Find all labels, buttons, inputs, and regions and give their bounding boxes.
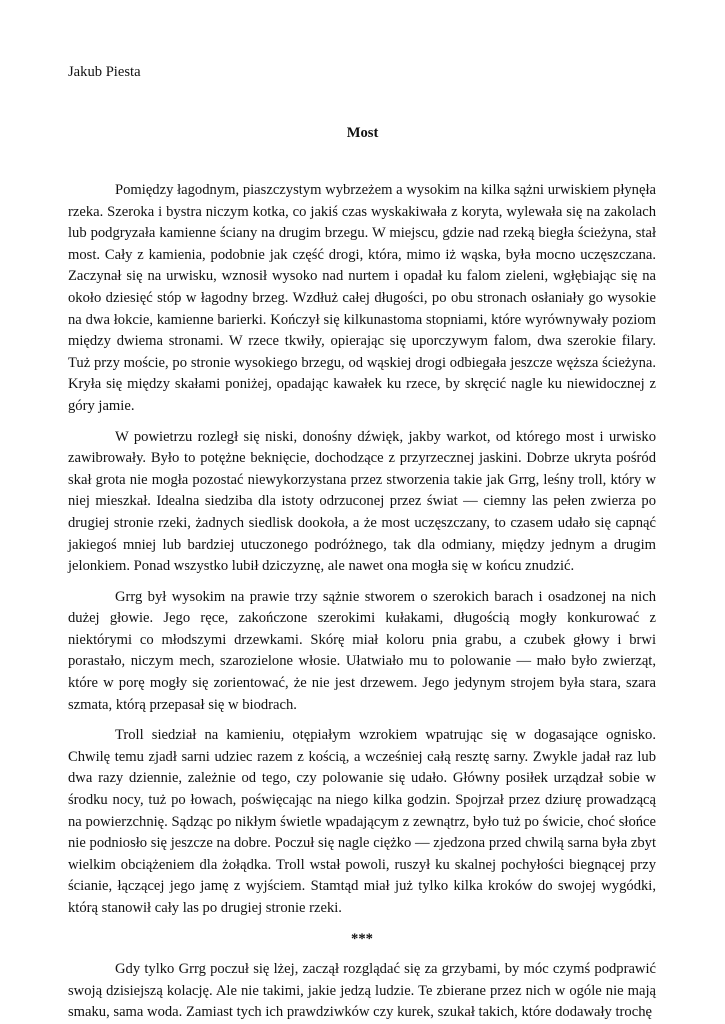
section-separator: ***	[351, 930, 373, 947]
paragraph: Troll siedział na kamieniu, otępiałym wzrokiem wpatrując się w dogasające ognisko. Chwilę temu zjadł sarni udziec razem z kością, a wcześniej całą resztę sarny. Zwykle jadał raz lub dwa razy dziennie, zależnie od tego, czy polowanie się udało. Główny posiłek urządzał sobie w środku nocy, tuż po łowach, poświęcając na niego kilka godzin. Spojrzał przez dziurę prowadzącą na powierzchnię. Sądząc po nikłym świetle wpadającym z zewnątrz, było tuż po świcie, choć słońce nie podniosło się jeszcze na dobre. Poczuł się nagle ciężko — zjedzona przed chwilą sarna była zbyt wielkim obciążeniem dla żołądka. Troll wstał powoli, ruszył ku skalnej pochyłości biegnącej przy ścianie, łączącej jego jamę z wyjściem. Stamtąd miał już tylko kilka kroków do swojej wygódki, którą stanowił cały las po drugiej stronie rzeki.	[68, 727, 656, 916]
story-body	[68, 180, 656, 1024]
paragraph: Pomiędzy łagodnym, piaszczystym wybrzeżem a wysokim na kilka sążni urwiskiem płynęła rzeka. Szeroka i bystra niczym kotka, co jakiś czas wyskakiwała z koryta, wylewała się na zakolach lub podgryzała kamienne ściany na drugim brzegu. W miejscu, gdzie nad rzeką biegła ścieżyna, stał most. Cały z kamienia, podobnie jak część drogi, która, mimo iż wąska, była mocno uczęszczana. Zaczynał się na urwisku, wznosił wysoko nad nurtem i opadał ku falom zieleni, wgłębiając się na około dziesięć stóp w łagodny brzeg. Wzdłuż całej długości, po obu stronach osłaniały go wysokie na dwa łokcie, kamienne barierki. Kończył się kilkunastoma stopniami, które wyrównywały poziom między dwiema stronami. W rzece tkwiły, opierając się uporczywym falom, dwa szerokie filary. Tuż przy moście, po stronie wysokiego brzegu, od wąskiej drogi odbiegała jeszcze węższa ścieżyna. Kryła się między skałami poniżej, opadając kawałek ku rzece, by skręcić nagle ku niewidocznej z góry jamie.	[68, 182, 656, 414]
story-title: Most	[346, 125, 379, 141]
paragraph: Grrg był wysokim na prawie trzy sążnie stworem o szerokich barach i osadzonej na nich dużej głowie. Jego ręce, zakończone szerokimi kułakami, długością mogły konkurować z niektórymi co młodszymi drzewkami. Skórę miał koloru pnia grabu, a czubek głowy i brwi porastało, niczym mech, szarozielone włosie. Ułatwiało mu to polowanie — mało było zwierząt, które w porę mogły się zorientować, że nie jest drzewem. Jego jedynym strojem była stara, szara szmata, którą przepasał się w biodrach.	[68, 588, 656, 713]
paragraph: W powietrzu rozległ się niski, donośny dźwięk, jakby warkot, od którego most i urwisko zawibrowały. Było to potężne beknięcie, dochodzące z przyrzecznej jaskini. Dobrze ukryta pośród skał grota nie mogła pozostać niewykorzystana przez stworzenia takie jak Grrg, leśny troll, który w niej mieszkał. Idealna siedziba dla istoty odrzuconej przez świat — ciemny las pełen zwierza po drugiej stronie rzeki, żadnych siedlisk dookoła, a że most uczęszczany, to czasem udało się capnąć jakiegoś mniej lub bardziej utuczonego podróżnego, tak dla odmiany, między jednym a drugim jelonkiem. Ponad wszystko lubił dziczyznę, ale nawet ona mogła się w końcu znudzić.	[68, 428, 656, 575]
author-name: Jakub Piesta	[68, 64, 141, 80]
paragraph: Gdy tylko Grrg poczuł się lżej, zaczął rozglądać się za grzybami, by móc czymś podprawić swoją dzisiejszą kolację. Ale nie takimi, jakie jedzą ludzie. Te zbierane przez nich w ogóle nie mają smaku, sama woda. Zamiast tych ich prawdziwków czy kurek, szukał takich, które dodawały trochę	[68, 961, 656, 1021]
